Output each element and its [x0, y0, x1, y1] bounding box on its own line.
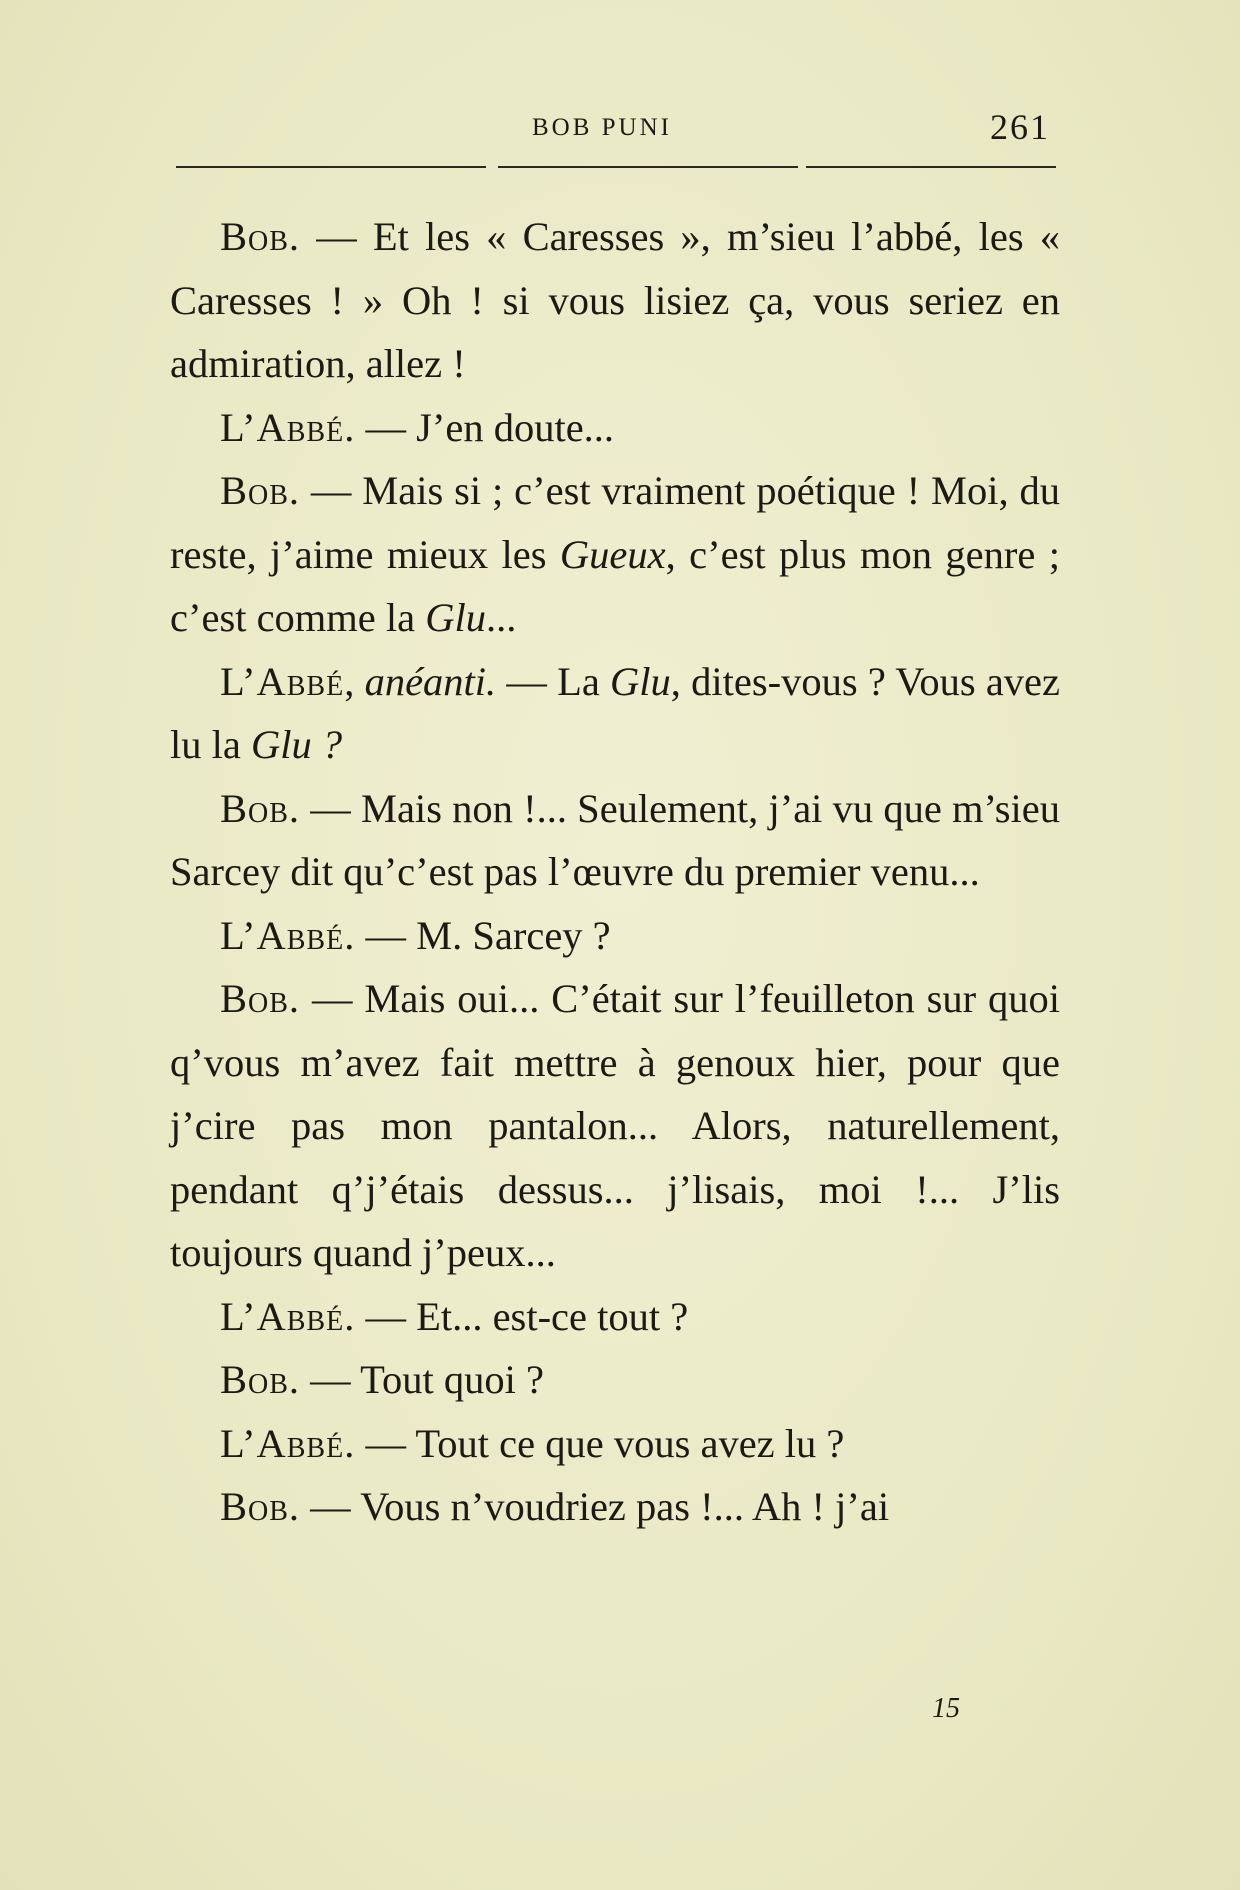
- dialogue-line: — Mais non !... Seulement, j’ai vu que m’sieu Sarcey dit qu’c’est pas l’œuvre du premier venu...: [170, 785, 1060, 894]
- header-rule-left: [176, 166, 486, 168]
- dialogue-line: — La: [496, 658, 611, 704]
- dialogue-line: — Mais oui... C’était sur l’feuilleton sur quoi q’vous m’avez fait mettre à genoux hier, pour que j’cire pas mon pantalon... Alors, naturellement, pendant q’j’étais dessus... j’lisais, moi !... J’lis toujours quand j’peux...: [170, 976, 1060, 1275]
- speaker-name: L’Abbé.: [220, 1293, 356, 1339]
- dialogue-line: ...: [486, 595, 517, 640]
- italic-title: Gueux: [559, 531, 666, 577]
- header-rule-right: [806, 166, 1056, 168]
- paragraph: [170, 1475, 1060, 1539]
- running-head: [0, 108, 1240, 148]
- page-number: 261: [990, 107, 1050, 147]
- paragraph: [170, 1348, 1060, 1412]
- dialogue-line: — Tout quoi ?: [300, 1357, 544, 1402]
- dialogue-line: — Tout ce que vous avez lu ?: [355, 1420, 845, 1466]
- dialogue-line: , c’est plus mon genre ; c’est comme la: [170, 531, 1060, 640]
- speaker-name: Bob.: [220, 785, 301, 831]
- paragraph: [170, 650, 1060, 777]
- stage-direction: anéanti.: [364, 658, 497, 704]
- italic-title: Glu ?: [250, 722, 343, 767]
- speaker-name: Bob.: [220, 1357, 301, 1402]
- dialogue-line: , dites-vous ? Vous avez lu la: [170, 658, 1060, 767]
- paragraph: [170, 1285, 1060, 1349]
- paragraph: [170, 205, 1060, 396]
- dialogue-line: ,: [344, 658, 365, 704]
- speaker-name: L’Abbé.: [220, 404, 356, 450]
- speaker-name: Bob.: [220, 976, 301, 1021]
- speaker-name: L’Abbé.: [220, 1420, 356, 1466]
- paragraph: [170, 904, 1060, 968]
- paragraph: [170, 396, 1060, 460]
- italic-title: Glu: [610, 658, 671, 704]
- paragraph: [170, 777, 1060, 904]
- signature-mark: 15: [932, 1693, 960, 1724]
- dialogue-line: — M. Sarcey ?: [355, 912, 611, 958]
- speaker-name: Bob.: [220, 1484, 301, 1529]
- speaker-name: Bob.: [220, 468, 301, 513]
- paragraph: [170, 459, 1060, 650]
- italic-title: Glu: [425, 595, 487, 640]
- speaker-name: L’Abbé: [220, 658, 345, 704]
- dialogue-line: — Vous n’voudriez pas !... Ah ! j’ai: [300, 1484, 890, 1529]
- header-rule-middle: [498, 166, 798, 168]
- dialogue-line: — J’en doute...: [355, 404, 615, 450]
- speaker-name: Bob.: [220, 214, 301, 259]
- dialogue-line: — Et les « Caresses », m’sieu l’abbé, les « Caresses ! » Oh ! si vous lisiez ça, vous seriez en admiration, allez !: [170, 214, 1060, 386]
- running-title: BOB PUNI: [532, 114, 672, 141]
- dialogue-line: — Mais si ; c’est vraiment poétique ! Moi, du reste, j’aime mieux les: [170, 468, 1060, 577]
- dialogue-text: [170, 205, 1060, 1539]
- paragraph: [170, 1412, 1060, 1476]
- dialogue-line: — Et... est-ce tout ?: [355, 1293, 689, 1339]
- speaker-name: L’Abbé.: [220, 912, 356, 958]
- paragraph: [170, 967, 1060, 1285]
